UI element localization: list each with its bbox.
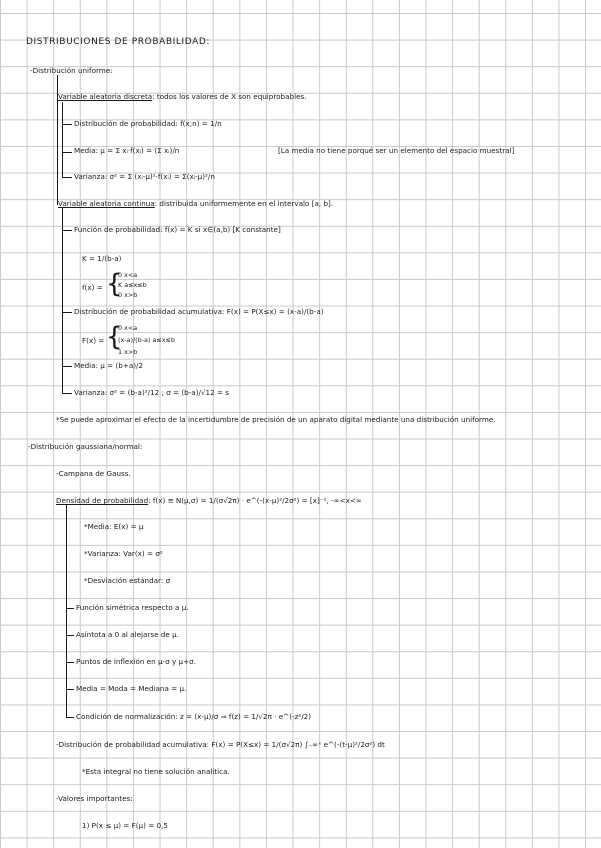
continuous-line	[58, 199, 333, 208]
gauss-item: Media = Moda = Mediana = μ.	[76, 684, 187, 693]
gauss-cdf: -Distribución de probabilidad acumulativa: F(x) = P(X≤x) = 1/(σ√2π) ∫₋∞ˣ e^(-(t-μ)²/2σ²) dt	[56, 740, 385, 749]
tree-branch	[62, 177, 72, 178]
fx-case: 0 x<a	[118, 271, 138, 279]
gauss-item: Función simétrica respecto a μ.	[76, 603, 189, 612]
tree-line	[57, 95, 58, 205]
tree-branch	[62, 124, 72, 125]
tree-branch	[62, 312, 72, 313]
Fx-case: 0 x<a	[118, 324, 138, 332]
tree-branch	[66, 662, 74, 663]
discrete-mean-note: [La media no tiene porqué ser un elemento del espacio muestral]	[278, 146, 515, 155]
tree-branch	[66, 717, 74, 718]
tree-branch	[66, 635, 74, 636]
gauss-item: *Varianza: Var(x) = σ²	[84, 549, 163, 558]
gauss-item: Condición de normalización: z = (x-μ)/σ ⇒ f(z) = 1/√2π · e^(-z²/2)	[76, 712, 312, 721]
Fx-case: 1 x>b	[118, 348, 138, 356]
fx-case: 0 x>b	[118, 291, 138, 299]
Fx-lhs: F(x) =	[82, 336, 105, 345]
tree-branch	[66, 608, 74, 609]
uniform-heading: -Distribución uniforme:	[30, 66, 113, 75]
values-heading: -Valores importantes:	[56, 794, 133, 803]
gauss-heading: -Distribución gaussiana/normal:	[28, 442, 143, 451]
gauss-item: Asíntota a 0 al alejarse de μ.	[76, 630, 179, 639]
continuous-density: Función de probabilidad: f(x) = K si x∈(a,b) [K constante]	[74, 225, 281, 234]
gauss-cdf-note: *Esta integral no tiene solución analítica.	[82, 767, 230, 776]
tree-line	[62, 102, 63, 178]
continuous-label: Variable aleatoria continua	[58, 199, 155, 208]
left-brace: {	[106, 322, 123, 352]
gauss-item: *Media: E(x) = μ	[84, 522, 144, 531]
value-item: 1) P(x ≤ μ) = F(μ) = 0,5	[82, 821, 168, 830]
gauss-item: Puntos de inflexión en μ-σ y μ+σ.	[76, 657, 196, 666]
discrete-prob: Distribución de probabilidad: f(x;n) = 1/n	[74, 119, 222, 128]
continuous-desc: : distribuida uniformemente en el intervalo [a, b].	[154, 199, 334, 208]
gauss-bell: -Campana de Gauss.	[56, 469, 131, 478]
tree-branch	[66, 689, 74, 690]
left-brace: {	[106, 269, 123, 299]
discrete-mean: Media: μ = Σ xᵢ·f(xᵢ) = (Σ xᵢ)/n	[74, 146, 180, 155]
discrete-desc: : todos los valores de X son equiprobables.	[152, 92, 307, 101]
page-title: DISTRIBUCIONES DE PROBABILIDAD:	[26, 37, 211, 47]
discrete-label: Variable aleatoria discreta	[58, 92, 153, 101]
discrete-line	[58, 92, 307, 101]
density-formula: : f(x) ≡ N(μ,σ) = 1/(σ√2π) · e^(-(x-μ)²/2σ²) = [x]⁻¹, -∞<x<∞	[148, 496, 362, 505]
fx-case: K a≤x≤b	[118, 281, 147, 289]
Fx-case: (x-a)/(b-a) a≤x≤b	[118, 336, 175, 344]
continuous-var: Varianza: σ² = (b-a)²/12 ; σ = (b-a)/√12 = s	[74, 388, 229, 397]
fx-lhs: f(x) =	[82, 283, 103, 292]
gauss-density	[56, 496, 362, 505]
tree-branch	[62, 366, 72, 367]
tree-branch	[62, 393, 72, 394]
tree-branch	[62, 230, 72, 231]
continuous-mean: Media: μ = (b+a)/2	[74, 361, 144, 370]
gauss-item: *Desviación estándar: σ	[84, 576, 171, 585]
continuous-cdf: Distribución de probabilidad acumulativa: F(x) = P(X≤x) = (x-a)/(b-a)	[74, 307, 324, 316]
density-label: Densidad de probabilidad	[56, 496, 149, 505]
discrete-var: Varianza: σ² = Σ (xᵢ-μ)²·f(xᵢ) = Σ(xᵢ-μ)²/n	[74, 172, 215, 181]
tree-line	[66, 505, 67, 718]
k-equation: K = 1/(b-a)	[82, 254, 122, 263]
uniform-note: *Se puede aproximar el efecto de la incertidumbre de precisión de un aparato digital mediante una distribución uniforme.	[56, 415, 496, 424]
tree-branch	[62, 152, 72, 153]
